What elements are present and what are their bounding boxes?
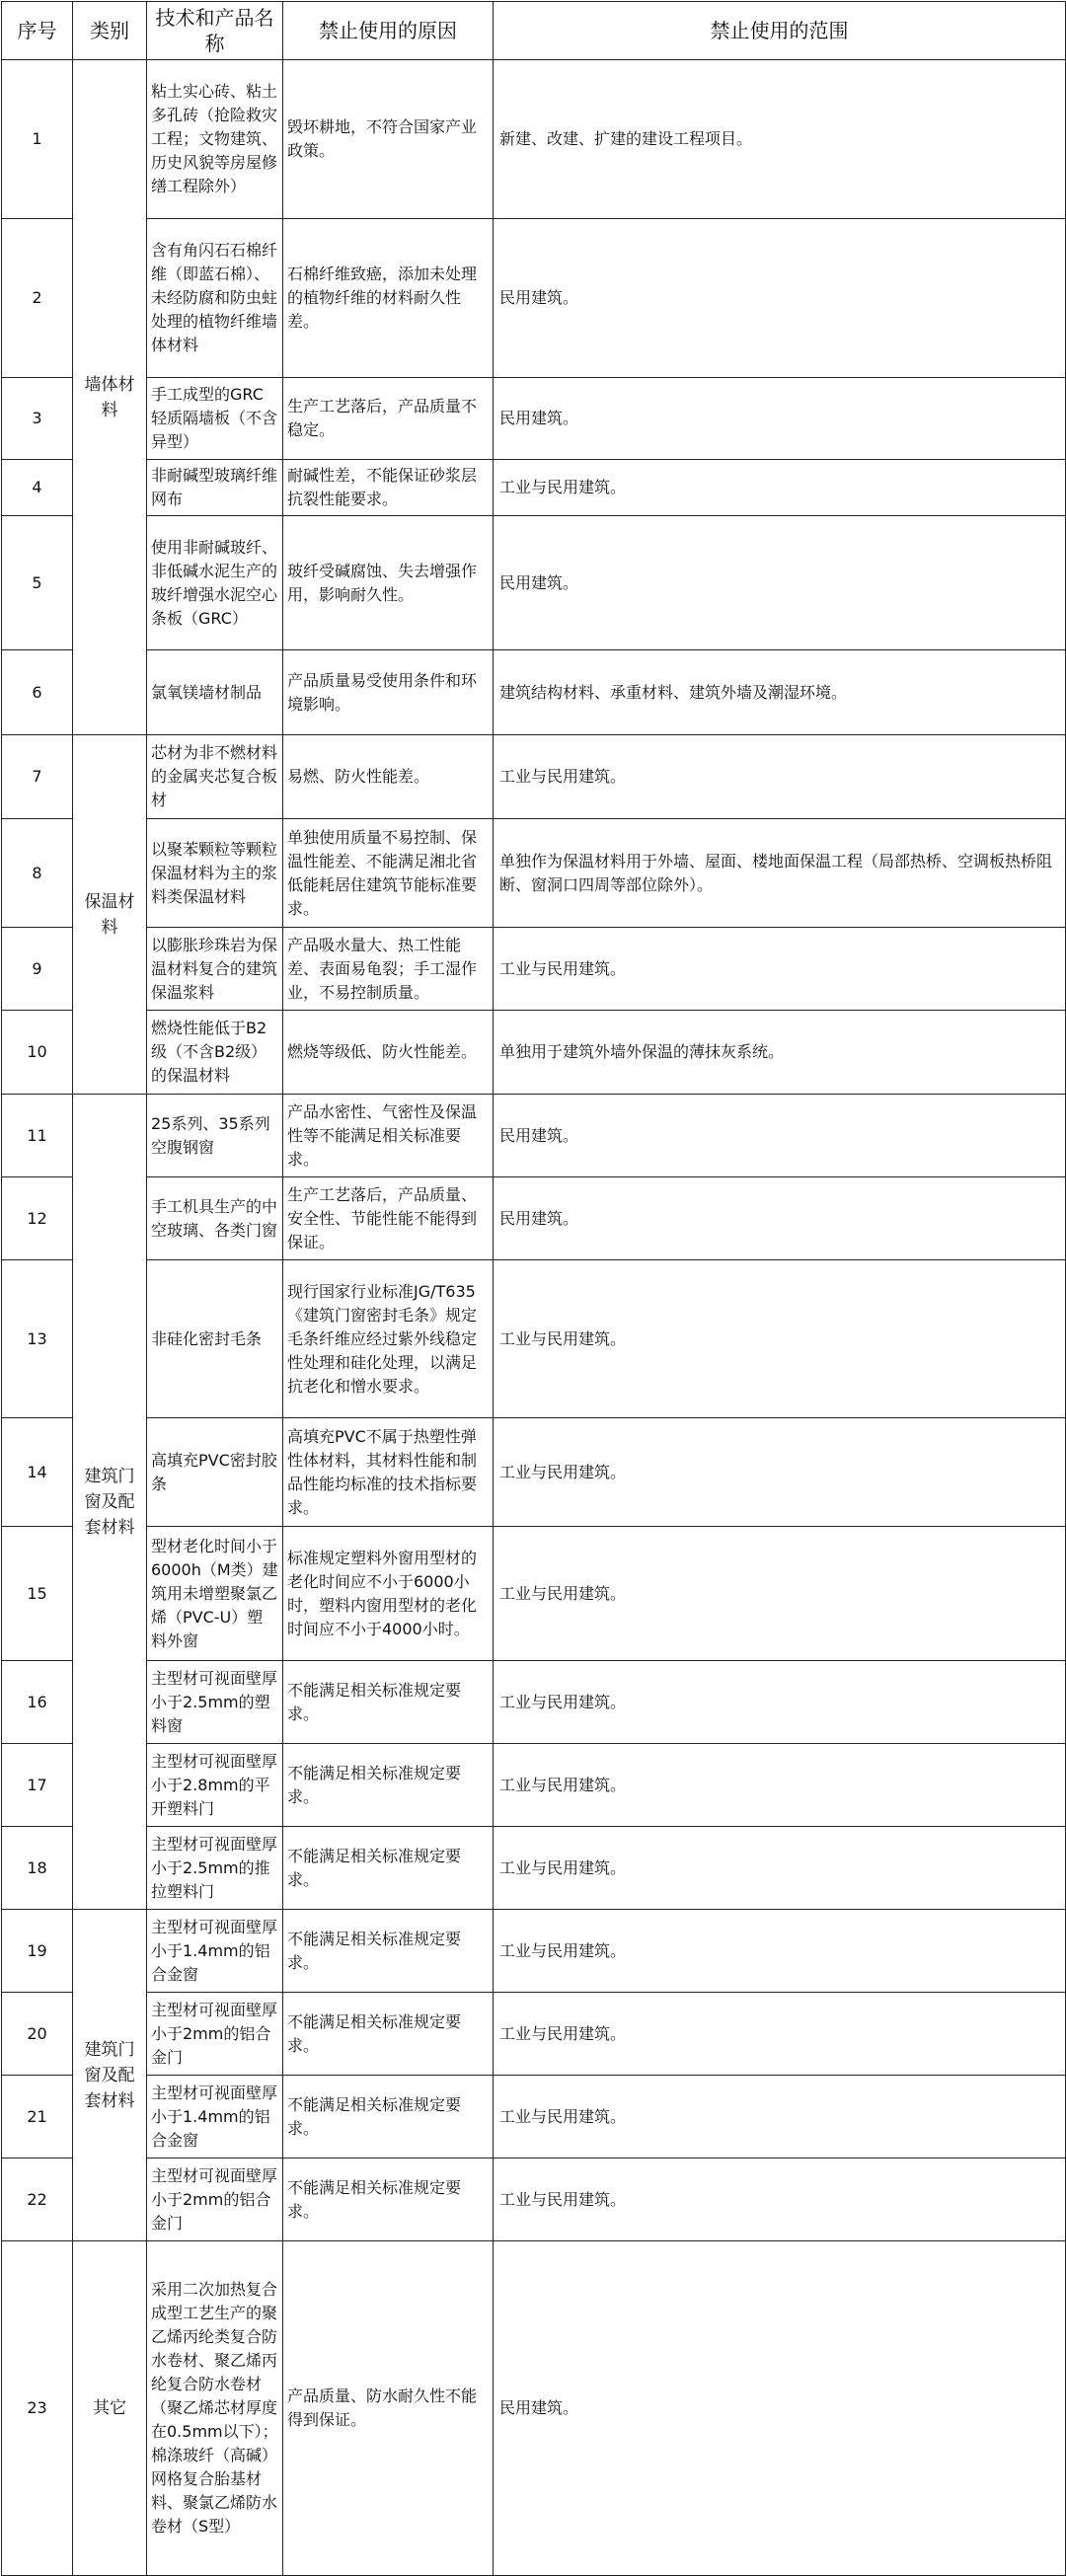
row-scope: 工业与民用建筑。 [494, 1527, 1066, 1661]
row-reason: 不能满足相关标准规定要求。 [283, 1827, 494, 1910]
row-reason: 标准规定塑料外窗用型材的老化时间应不小于6000小时，塑料内窗用型材的老化时间应不小于4000小时。 [283, 1527, 494, 1661]
table-row [2, 928, 1066, 1011]
table-row [2, 2076, 1066, 2159]
row-no: 5 [2, 516, 73, 650]
row-name: 以聚苯颗粒等颗粒保温材料为主的浆料类保温材料 [147, 819, 283, 928]
row-no: 23 [2, 2241, 73, 2576]
table-row [2, 60, 1066, 219]
row-name: 使用非耐碱玻纤、非低碱水泥生产的玻纤增强水泥空心条板（GRC） [147, 516, 283, 650]
row-reason: 毁坏耕地，不符合国家产业政策。 [283, 60, 494, 219]
row-scope: 民用建筑。 [494, 219, 1066, 378]
row-no: 11 [2, 1095, 73, 1177]
row-no: 17 [2, 1744, 73, 1827]
row-scope: 工业与民用建筑。 [494, 1827, 1066, 1910]
row-reason: 燃烧等级低、防火性能差。 [283, 1011, 494, 1095]
row-scope: 民用建筑。 [494, 516, 1066, 650]
row-scope: 民用建筑。 [494, 1095, 1066, 1177]
row-scope: 民用建筑。 [494, 378, 1066, 460]
row-no: 18 [2, 1827, 73, 1910]
category-cell: 建筑门窗及配套材料 [73, 1910, 147, 2241]
table-row [2, 735, 1066, 819]
row-name: 非耐碱型玻璃纤维网布 [147, 460, 283, 516]
table-header-row [2, 2, 1066, 60]
row-reason: 不能满足相关标准规定要求。 [283, 1661, 494, 1744]
row-no: 2 [2, 219, 73, 378]
row-reason: 石棉纤维致癌，添加未处理的植物纤维的材料耐久性差。 [283, 219, 494, 378]
table-row [2, 1661, 1066, 1744]
row-name: 非硅化密封毛条 [147, 1260, 283, 1418]
table-row [2, 650, 1066, 735]
row-scope: 单独用于建筑外墙外保温的薄抹灰系统。 [494, 1011, 1066, 1095]
row-name: 主型材可视面壁厚小于2.5mm的推拉塑料门 [147, 1827, 283, 1910]
row-no: 14 [2, 1418, 73, 1527]
row-scope: 工业与民用建筑。 [494, 735, 1066, 819]
row-scope: 民用建筑。 [494, 2241, 1066, 2576]
row-name: 采用二次加热复合成型工艺生产的聚乙烯丙纶类复合防水卷材、聚乙烯丙纶复合防水卷材（聚乙烯芯材厚度在0.5mm以下）；棉涤玻纤（高碱）网格复合胎基材料、聚氯乙烯防水卷材（S型） [147, 2241, 283, 2576]
row-reason: 生产工艺落后，产品质量、安全性、节能性能不能得到保证。 [283, 1177, 494, 1260]
header-reason: 禁止使用的原因 [283, 2, 494, 60]
row-scope: 工业与民用建筑。 [494, 1260, 1066, 1418]
row-name: 主型材可视面壁厚小于2mm的铝合金门 [147, 1993, 283, 2076]
row-no: 1 [2, 60, 73, 219]
row-name: 25系列、35系列空腹钢窗 [147, 1095, 283, 1177]
row-name: 以膨胀珍珠岩为保温材料复合的建筑保温浆料 [147, 928, 283, 1011]
row-reason: 高填充PVC不属于热塑性弹性体材料，其材料性能和制品性能均标准的技术指标要求。 [283, 1418, 494, 1527]
row-name: 型材老化时间小于6000h（M类）建筑用未增塑聚氯乙烯（PVC-U）塑料外窗 [147, 1527, 283, 1661]
table-row [2, 819, 1066, 928]
row-name: 主型材可视面壁厚小于2.5mm的塑料窗 [147, 1661, 283, 1744]
row-no: 3 [2, 378, 73, 460]
row-name: 主型材可视面壁厚小于1.4mm的铝合金窗 [147, 1910, 283, 1993]
table-row [2, 516, 1066, 650]
row-reason: 不能满足相关标准规定要求。 [283, 2159, 494, 2241]
row-name: 手工机具生产的中空玻璃、各类门窗 [147, 1177, 283, 1260]
row-reason: 产品水密性、气密性及保温性等不能满足相关标准要求。 [283, 1095, 494, 1177]
row-no: 7 [2, 735, 73, 819]
row-no: 16 [2, 1661, 73, 1744]
row-reason: 生产工艺落后，产品质量不稳定。 [283, 378, 494, 460]
row-name: 粘土实心砖、粘土多孔砖（抢险救灾工程；文物建筑、历史风貌等房屋修缮工程除外） [147, 60, 283, 219]
row-name: 含有角闪石石棉纤维（即蓝石棉）、未经防腐和防虫蛀处理的植物纤维墙体材料 [147, 219, 283, 378]
row-scope: 工业与民用建筑。 [494, 460, 1066, 516]
row-no: 19 [2, 1910, 73, 1993]
category-cell: 建筑门窗及配套材料 [73, 1095, 147, 1910]
row-reason: 耐碱性差，不能保证砂浆层抗裂性能要求。 [283, 460, 494, 516]
table-row [2, 1177, 1066, 1260]
row-reason: 产品质量易受使用条件和环境影响。 [283, 650, 494, 735]
row-name: 氯氧镁墙材制品 [147, 650, 283, 735]
row-no: 15 [2, 1527, 73, 1661]
table-row [2, 1418, 1066, 1527]
row-name: 主型材可视面壁厚小于2mm的铝合金门 [147, 2159, 283, 2241]
row-scope: 工业与民用建筑。 [494, 928, 1066, 1011]
table-row [2, 1011, 1066, 1095]
row-reason: 产品质量、防水耐久性不能得到保证。 [283, 2241, 494, 2576]
prohibited-materials-table [1, 1, 1066, 2576]
row-name: 手工成型的GRC轻质隔墙板（不含异型） [147, 378, 283, 460]
row-no: 9 [2, 928, 73, 1011]
row-name: 主型材可视面壁厚小于2.8mm的平开塑料门 [147, 1744, 283, 1827]
row-reason: 玻纤受碱腐蚀、失去增强作用，影响耐久性。 [283, 516, 494, 650]
row-reason: 单独使用质量不易控制、保温性能差、不能满足湘北省低能耗居住建筑节能标准要求。 [283, 819, 494, 928]
table-row [2, 378, 1066, 460]
row-scope: 民用建筑。 [494, 1177, 1066, 1260]
row-reason: 不能满足相关标准规定要求。 [283, 1910, 494, 1993]
row-scope: 工业与民用建筑。 [494, 1418, 1066, 1527]
category-cell: 其它 [73, 2241, 147, 2576]
category-cell: 墙体材料 [73, 60, 147, 735]
row-reason: 不能满足相关标准规定要求。 [283, 1744, 494, 1827]
table-row [2, 1260, 1066, 1418]
row-no: 21 [2, 2076, 73, 2159]
header-category: 类别 [73, 2, 147, 60]
row-name: 燃烧性能低于B2级（不含B2级）的保温材料 [147, 1011, 283, 1095]
row-reason: 不能满足相关标准规定要求。 [283, 2076, 494, 2159]
header-scope: 禁止使用的范围 [494, 2, 1066, 60]
row-scope: 工业与民用建筑。 [494, 1744, 1066, 1827]
row-reason: 现行国家行业标准JG/T635《建筑门窗密封毛条》规定毛条纤维应经过紫外线稳定性处理和硅化处理，以满足抗老化和憎水要求。 [283, 1260, 494, 1418]
table-row [2, 1744, 1066, 1827]
category-cell: 保温材料 [73, 735, 147, 1095]
row-scope: 单独作为保温材料用于外墙、屋面、楼地面保温工程（局部热桥、空调板热桥阻断、窗洞口四周等部位除外）。 [494, 819, 1066, 928]
row-scope: 工业与民用建筑。 [494, 2076, 1066, 2159]
row-no: 6 [2, 650, 73, 735]
row-scope: 新建、改建、扩建的建设工程项目。 [494, 60, 1066, 219]
table-row [2, 1095, 1066, 1177]
table-row [2, 1527, 1066, 1661]
row-no: 8 [2, 819, 73, 928]
row-scope: 建筑结构材料、承重材料、建筑外墙及潮湿环境。 [494, 650, 1066, 735]
row-name: 芯材为非不燃材料的金属夹芯复合板材 [147, 735, 283, 819]
table-row [2, 460, 1066, 516]
header-name: 技术和产品名称 [147, 2, 283, 60]
header-no: 序号 [2, 2, 73, 60]
row-no: 13 [2, 1260, 73, 1418]
row-no: 20 [2, 1993, 73, 2076]
row-name: 主型材可视面壁厚小于1.4mm的铝合金窗 [147, 2076, 283, 2159]
row-reason: 不能满足相关标准规定要求。 [283, 1993, 494, 2076]
row-scope: 工业与民用建筑。 [494, 1661, 1066, 1744]
row-reason: 产品吸水量大、热工性能差、表面易龟裂；手工湿作业，不易控制质量。 [283, 928, 494, 1011]
table-row [2, 2159, 1066, 2241]
table-row [2, 1910, 1066, 1993]
row-no: 22 [2, 2159, 73, 2241]
table-row [2, 1993, 1066, 2076]
row-no: 10 [2, 1011, 73, 1095]
table-row [2, 219, 1066, 378]
table-row [2, 2241, 1066, 2576]
row-name: 高填充PVC密封胶条 [147, 1418, 283, 1527]
row-scope: 工业与民用建筑。 [494, 1910, 1066, 1993]
row-reason: 易燃、防火性能差。 [283, 735, 494, 819]
row-scope: 工业与民用建筑。 [494, 1993, 1066, 2076]
table-row [2, 1827, 1066, 1910]
row-no: 12 [2, 1177, 73, 1260]
row-scope: 工业与民用建筑。 [494, 2159, 1066, 2241]
row-no: 4 [2, 460, 73, 516]
